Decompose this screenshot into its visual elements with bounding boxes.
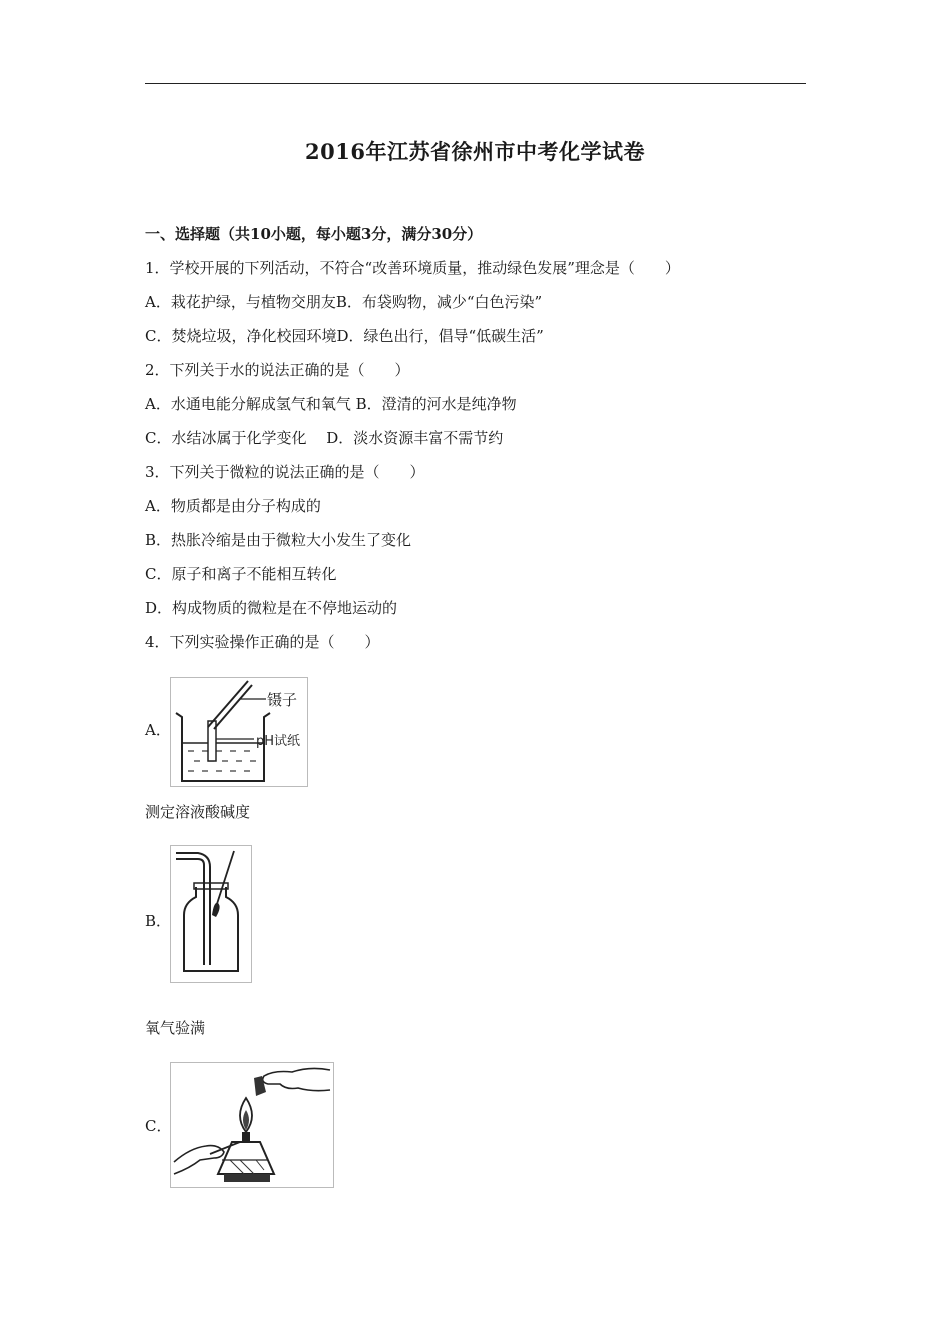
question-3-option-c: C．原子和离子不能相互转化: [145, 565, 337, 583]
question-1-stem: 1．学校开展的下列活动，不符合“改善环境质量，推动绿色发展”理念是（ ）: [145, 259, 680, 277]
question-1-options-ab: A．栽花护绿，与植物交朋友B．布袋购物，减少“白色污染”: [145, 293, 543, 311]
question-4-option-a-label: A．: [145, 721, 171, 739]
question-3-option-a: A．物质都是由分子构成的: [145, 497, 321, 515]
question-4-stem: 4．下列实验操作正确的是（ ）: [145, 633, 380, 651]
question-4-option-b-caption: 氧气验满: [145, 1019, 206, 1037]
question-4-option-c-label: C．: [145, 1117, 172, 1135]
question-1-options-cd: C．焚烧垃圾，净化校园环境D．绿色出行，倡导“低碳生活”: [145, 327, 544, 345]
page-title: 2016年江苏省徐州市中考化学试卷: [305, 139, 645, 164]
question-4-option-a-caption: 测定溶液酸碱度: [145, 803, 251, 821]
header-rule: [145, 83, 806, 84]
question-2-options-ab: A．水通电能分解成氢气和氧气 B．澄清的河水是纯净物: [145, 395, 517, 413]
question-2-options-cd: C．水结冰属于化学变化 D．淡水资源丰富不需节约: [145, 429, 504, 447]
question-2-stem: 2．下列关于水的说法正确的是（ ）: [145, 361, 410, 379]
ph-test-beaker-figure: [170, 677, 308, 787]
tweezers-label: 镊子: [267, 691, 298, 709]
question-3-option-d: D．构成物质的微粒是在不停地运动的: [145, 599, 398, 617]
question-4-option-b-label: B．: [145, 912, 172, 930]
gas-bottle-figure: [170, 845, 252, 983]
question-3-option-b: B．热胀冷缩是由于微粒大小发生了变化: [145, 531, 412, 549]
alcohol-lamp-figure: [170, 1062, 334, 1188]
section-heading: 一、选择题（共10小题，每小题3分，满分30分）: [145, 225, 483, 243]
ph-paper-label: pH试纸: [256, 734, 301, 749]
question-3-stem: 3．下列关于微粒的说法正确的是（ ）: [145, 463, 425, 481]
